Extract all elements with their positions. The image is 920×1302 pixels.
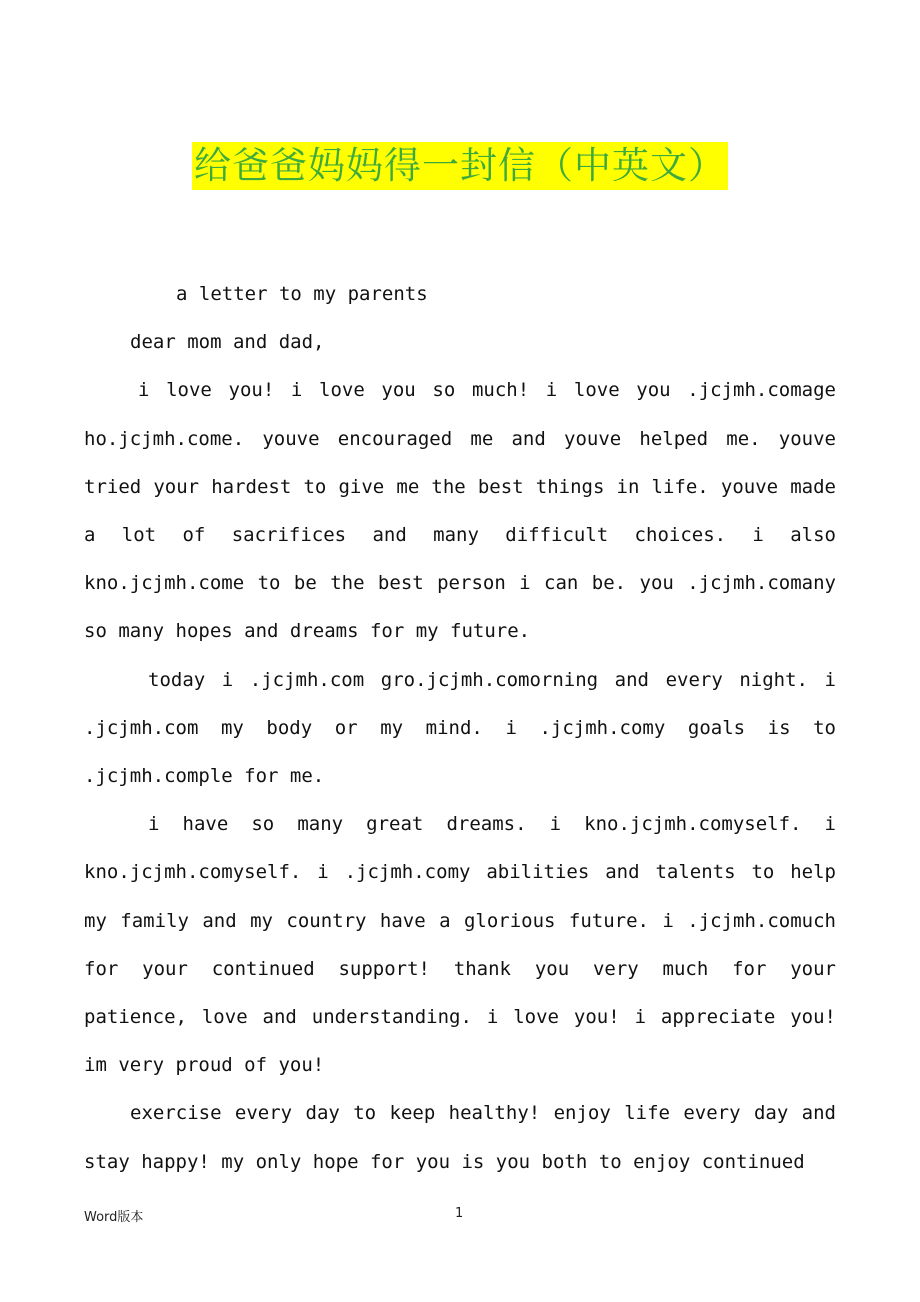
footer-label: Word版本: [84, 1210, 144, 1225]
letter-salutation: dear mom and dad,: [130, 331, 325, 354]
letter-heading: a letter to my parents: [176, 283, 428, 305]
paragraph-4: exercise every day to keep healthy! enjoy life every day and stay happy! my only hope for you is you both to enjoy continued: [84, 1102, 836, 1173]
title-container: [0, 142, 920, 190]
paragraph-1: i love you! i love you so much! i love you .jcjmh.comage ho.jcjmh.come. youve encouraged me and youve helped me. youve tried your hardest to give me the best things in life. youve made a lot of sacrifices and many difficult choices. i also kno.jcjmh.come to be the best person i can be. you .jcjmh.comany so many hopes and dreams for my future.: [84, 379, 836, 643]
document-title: 给爸爸妈妈得一封信（中英文）: [192, 142, 728, 190]
paragraph-3: i have so many great dreams. i kno.jcjmh.comyself. i kno.jcjmh.comyself. i .jcjmh.comy abilities and talents to help my family and my country have a glorious future. i .jcjmh.comuch for your continued support! thank you very much for your patience, love and understanding. i love you! i appreciate you! im very proud of you!: [84, 813, 836, 1077]
document-body: [84, 270, 836, 1186]
page-number: 1: [455, 1206, 464, 1221]
paragraph-2: today i .jcjmh.com gro.jcjmh.comorning and every night. i .jcjmh.com my body or my mind. i .jcjmh.comy goals is to .jcjmh.comple for me.: [84, 668, 836, 788]
